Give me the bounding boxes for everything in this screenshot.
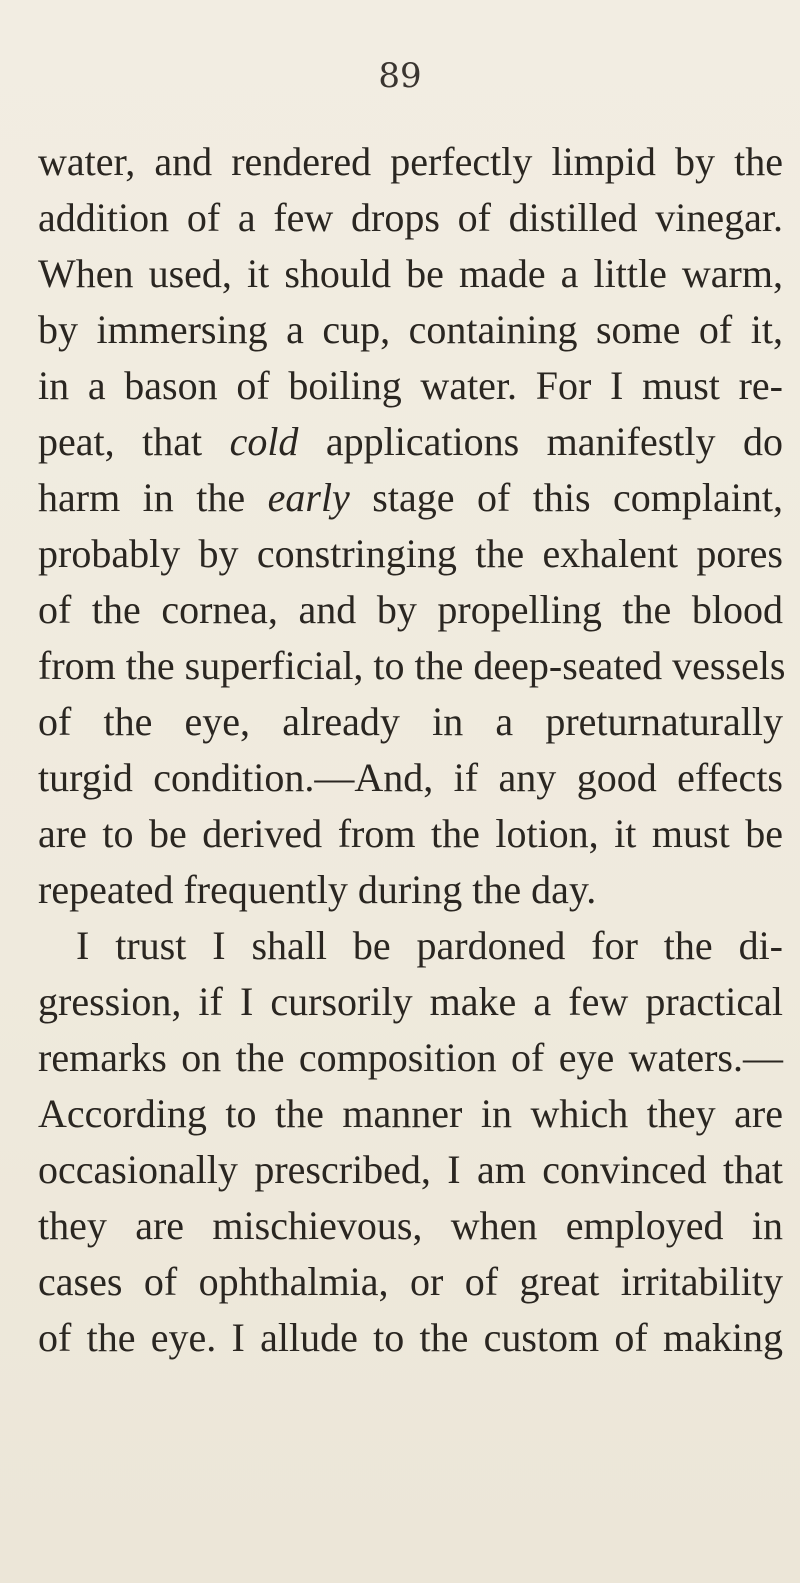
italic-word: early	[267, 475, 350, 520]
text-line: remarks on the composition of eye waters.—	[38, 1035, 783, 1080]
text-line: of the eye, already in a preturnaturally	[38, 699, 783, 744]
text-line: they are mischievous, when employed in	[38, 1203, 783, 1248]
text-line: gression, if I cursorily make a few practical	[38, 979, 783, 1024]
text-line: cases of ophthalmia, or of great irritability	[38, 1259, 783, 1304]
text-run: peat, that	[38, 419, 230, 464]
text-line: According to the manner in which they are	[38, 1091, 783, 1136]
text-line: of the eye. I allude to the custom of making	[38, 1315, 783, 1360]
text-line	[38, 418, 783, 466]
text-line: in a bason of boiling water. For I must re-	[38, 363, 783, 408]
text-run: stage of this complaint,	[349, 475, 784, 520]
text-line	[38, 474, 783, 522]
text-line: of the cornea, and by propelling the blood	[38, 587, 783, 632]
text-line: probably by constringing the exhalent pores	[38, 531, 783, 576]
text-run: applications manifestly do	[298, 419, 783, 464]
text-line: water, and rendered perfectly limpid by the	[38, 139, 783, 184]
text-line: from the superficial, to the deep-seated vessels	[38, 643, 786, 688]
text-line: addition of a few drops of distilled vinegar.	[38, 195, 783, 240]
text-line: repeated frequently during the day.	[38, 867, 597, 912]
text-line: by immersing a cup, containing some of it,	[38, 307, 783, 352]
page-number: 89	[378, 56, 422, 96]
text-line: I trust I shall be pardoned for the di-	[76, 923, 783, 968]
text-line: occasionally prescribed, I am convinced that	[38, 1147, 783, 1192]
text-line: turgid condition.—And, if any good effects	[38, 755, 783, 800]
italic-word: cold	[229, 419, 299, 464]
text-line: are to be derived from the lotion, it must be	[38, 811, 783, 856]
text-run: harm in the	[38, 475, 268, 520]
text-line: When used, it should be made a little warm,	[38, 251, 783, 296]
